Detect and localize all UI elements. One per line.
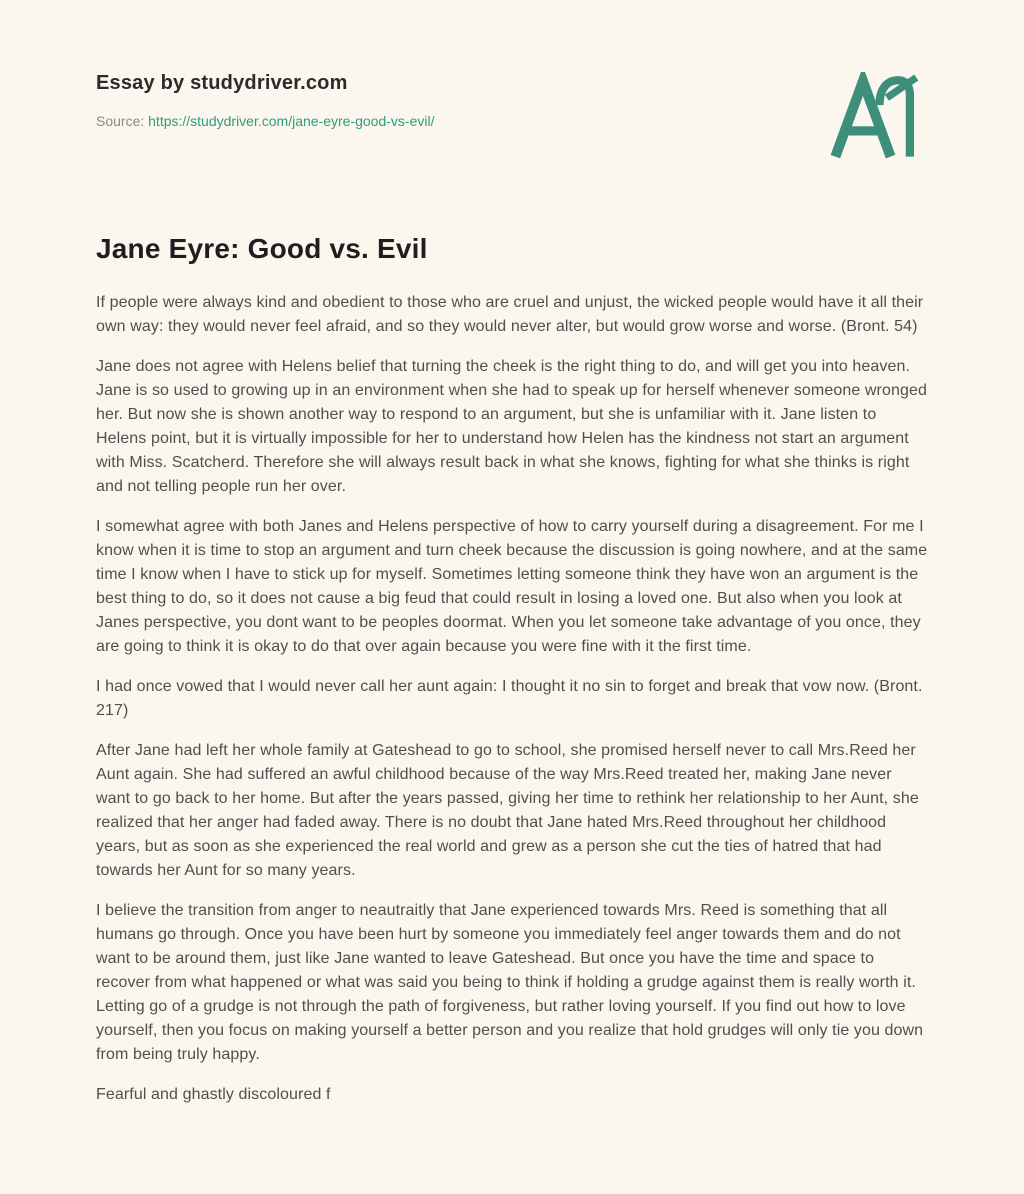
essay-paragraph: Jane does not agree with Helens belief that turning the cheek is the right thing to do, and will get you into heaven. Jane is so used to growing up in an environment when she had to speak up for herself whenever someone wronged her. But now she is shown another way to respond to an argument, but she is unfamiliar with it. Jane listen to Helens point, but it is virtually impossible for her to understand how Helen has the kindness not start an argument with Miss. Scatcherd. Therefore she will always result back in what she knows, fighting for what she thinks is right and not telling people run her over. bbox=[96, 358, 927, 495]
essay-paragraph: After Jane had left her whole family at Gateshead to go to school, she promised herself never to call Mrs.Reed her Aunt again. She had suffered an awful childhood because of the way Mrs.Reed treated her, making Jane never want to go back to her home. But after the years passed, giving her time to rethink her relationship to her Aunt, she realized that her anger had faded away. There is no doubt that Jane hated Mrs.Reed throughout her childhood years, but as soon as she experienced the real world and grew as a person she cut the ties of hatred that had towards her Aunt for so many years. bbox=[96, 742, 919, 879]
essay-paragraph: If people were always kind and obedient to those who are cruel and unjust, the wicked people would have it all their own way: they would never feel afraid, and so they would never alter, but would grow worse and worse. (Bront. 54) bbox=[96, 294, 924, 335]
essay-byline: Essay by studydriver.com bbox=[96, 72, 348, 94]
page-header bbox=[96, 72, 928, 129]
source-url-link[interactable]: https://studydriver.com/jane-eyre-good-vs-evil/ bbox=[148, 113, 435, 129]
essay-body bbox=[96, 291, 928, 1107]
essay-paragraph: I somewhat agree with both Janes and Helens perspective of how to carry yourself during a disagreement. For me I know when it is time to stop an argument and turn cheek because the discussion is going nowhere, and at the same time I know when I have to stick up for myself. Sometimes letting someone think they have won an argument is the best thing to do, so it does not cause a big feud that could result in losing a loved one. But also when you look at Janes perspective, you dont want to be peoples doormat. When you let someone take advantage of you once, they are going to think it is okay to do that over again because you were fine with it the first time. bbox=[96, 518, 928, 655]
essay-paragraph: Fearful and ghastly discoloured f bbox=[96, 1086, 331, 1103]
source-label: Source: bbox=[96, 113, 145, 129]
source-line bbox=[96, 113, 928, 129]
essay-title: Jane Eyre: Good vs. Evil bbox=[96, 233, 428, 264]
essay-paragraph: I had once vowed that I would never call her aunt again: I thought it no sin to forget and break that vow now. (Bront. 217) bbox=[96, 678, 923, 719]
studydriver-logo-icon bbox=[828, 72, 920, 164]
essay-paragraph: I believe the transition from anger to neautraitly that Jane experienced towards Mrs. Reed is something that all humans go through. Once you have been hurt by someone you immediately feel anger towards them and do not want to be around them, just like Jane wanted to leave Gateshead. But once you have the time and space to recover from what happened or what was said you being to think if holding a grudge against them is really worth it. Letting go of a grudge is not through the path of forgiveness, but rather loving yourself. If you find out how to love yourself, then you focus on making yourself a better person and you realize that hold grudges will only tie you down from being truly happy. bbox=[96, 902, 924, 1063]
